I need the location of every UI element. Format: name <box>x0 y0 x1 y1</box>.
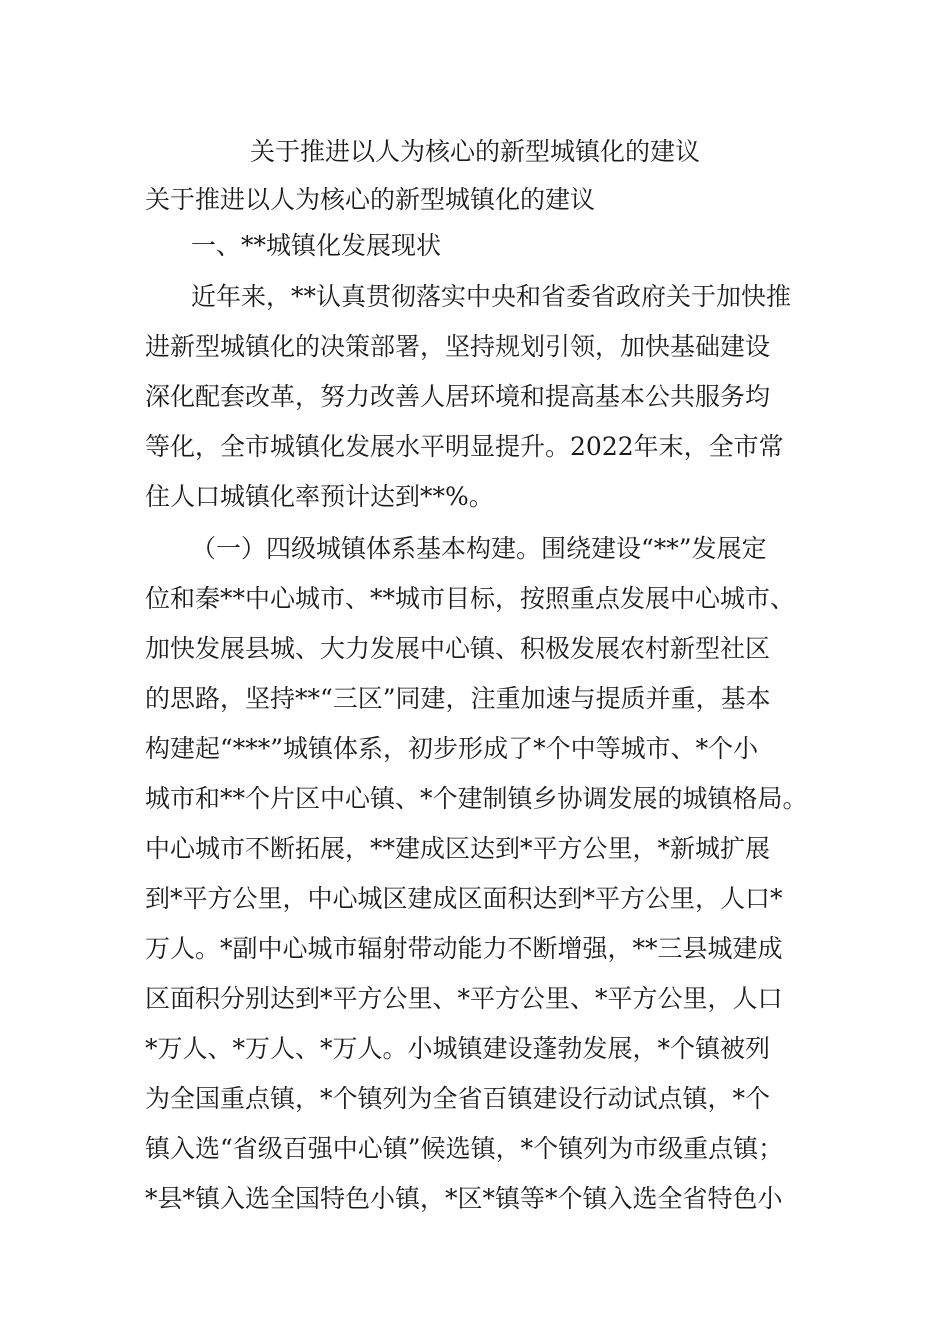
document-title: 关于推进以人为核心的新型城镇化的建议 <box>249 137 700 166</box>
paragraph-line: *万人、*万人、*万人。小城镇建设蓬勃发展，*个镇被列 <box>145 1034 771 1063</box>
paragraph-line: 加快发展县城、大力发展中心镇、积极发展农村新型社区 <box>145 634 771 663</box>
paragraph-line: 位和秦**中心城市、**城市目标，按照重点发展中心城市、 <box>145 584 796 613</box>
paragraph-line: 到*平方公里，中心城区建成区面积达到*平方公里，人口* <box>145 884 783 913</box>
paragraph-line: 镇入选“省级百强中心镇”候选镇，*个镇列为市级重点镇； <box>145 1134 784 1163</box>
paragraph-line: *县*镇入选全国特色小镇，*区*镇等*个镇入选全省特色小 <box>145 1184 783 1213</box>
paragraph-line: 的思路，坚持**“三区”同建，注重加速与提质并重，基本 <box>145 684 771 713</box>
paragraph-line: 构建起“***”城镇体系，初步形成了*个中等城市、*个小 <box>145 734 759 763</box>
paragraph-line: 区面积分别达到*平方公里、*平方公里、*平方公里，人口 <box>145 984 783 1013</box>
paragraph-line: 中心城市不断拓展，**建成区达到*平方公里，*新城扩展 <box>145 834 771 863</box>
paragraph-line: 万人。*副中心城市辐射带动能力不断增强，**三县城建成 <box>145 934 783 963</box>
paragraph-line: 住人口城镇化率预计达到**%。 <box>145 482 494 511</box>
paragraph-line: 进新型城镇化的决策部署，坚持规划引领，加快基础建设 <box>145 332 771 361</box>
paragraph-line: （一）四级城镇体系基本构建。围绕建设“**”发展定 <box>191 534 767 563</box>
document-body <box>145 180 825 1224</box>
paragraph-line: 近年来，**认真贯彻落实中央和省委省政府关于加快推 <box>191 282 792 311</box>
paragraph-line: 等化，全市城镇化发展水平明显提升。2022年末，全市常 <box>145 432 784 461</box>
paragraph-line: 为全国重点镇，*个镇列为全省百镇建设行动试点镇，*个 <box>145 1084 771 1113</box>
paragraph-1 <box>145 272 825 522</box>
document-subtitle: 关于推进以人为核心的新型城镇化的建议 <box>145 185 596 214</box>
paragraph-2 <box>145 524 825 1224</box>
section-heading: 一、**城镇化发展现状 <box>191 231 442 260</box>
paragraph-line: 城市和**个片区中心镇、*个建制镇乡协调发展的城镇格局。 <box>145 784 808 813</box>
paragraph-line: 深化配套改革，努力改善人居环境和提高基本公共服务均 <box>145 382 771 411</box>
